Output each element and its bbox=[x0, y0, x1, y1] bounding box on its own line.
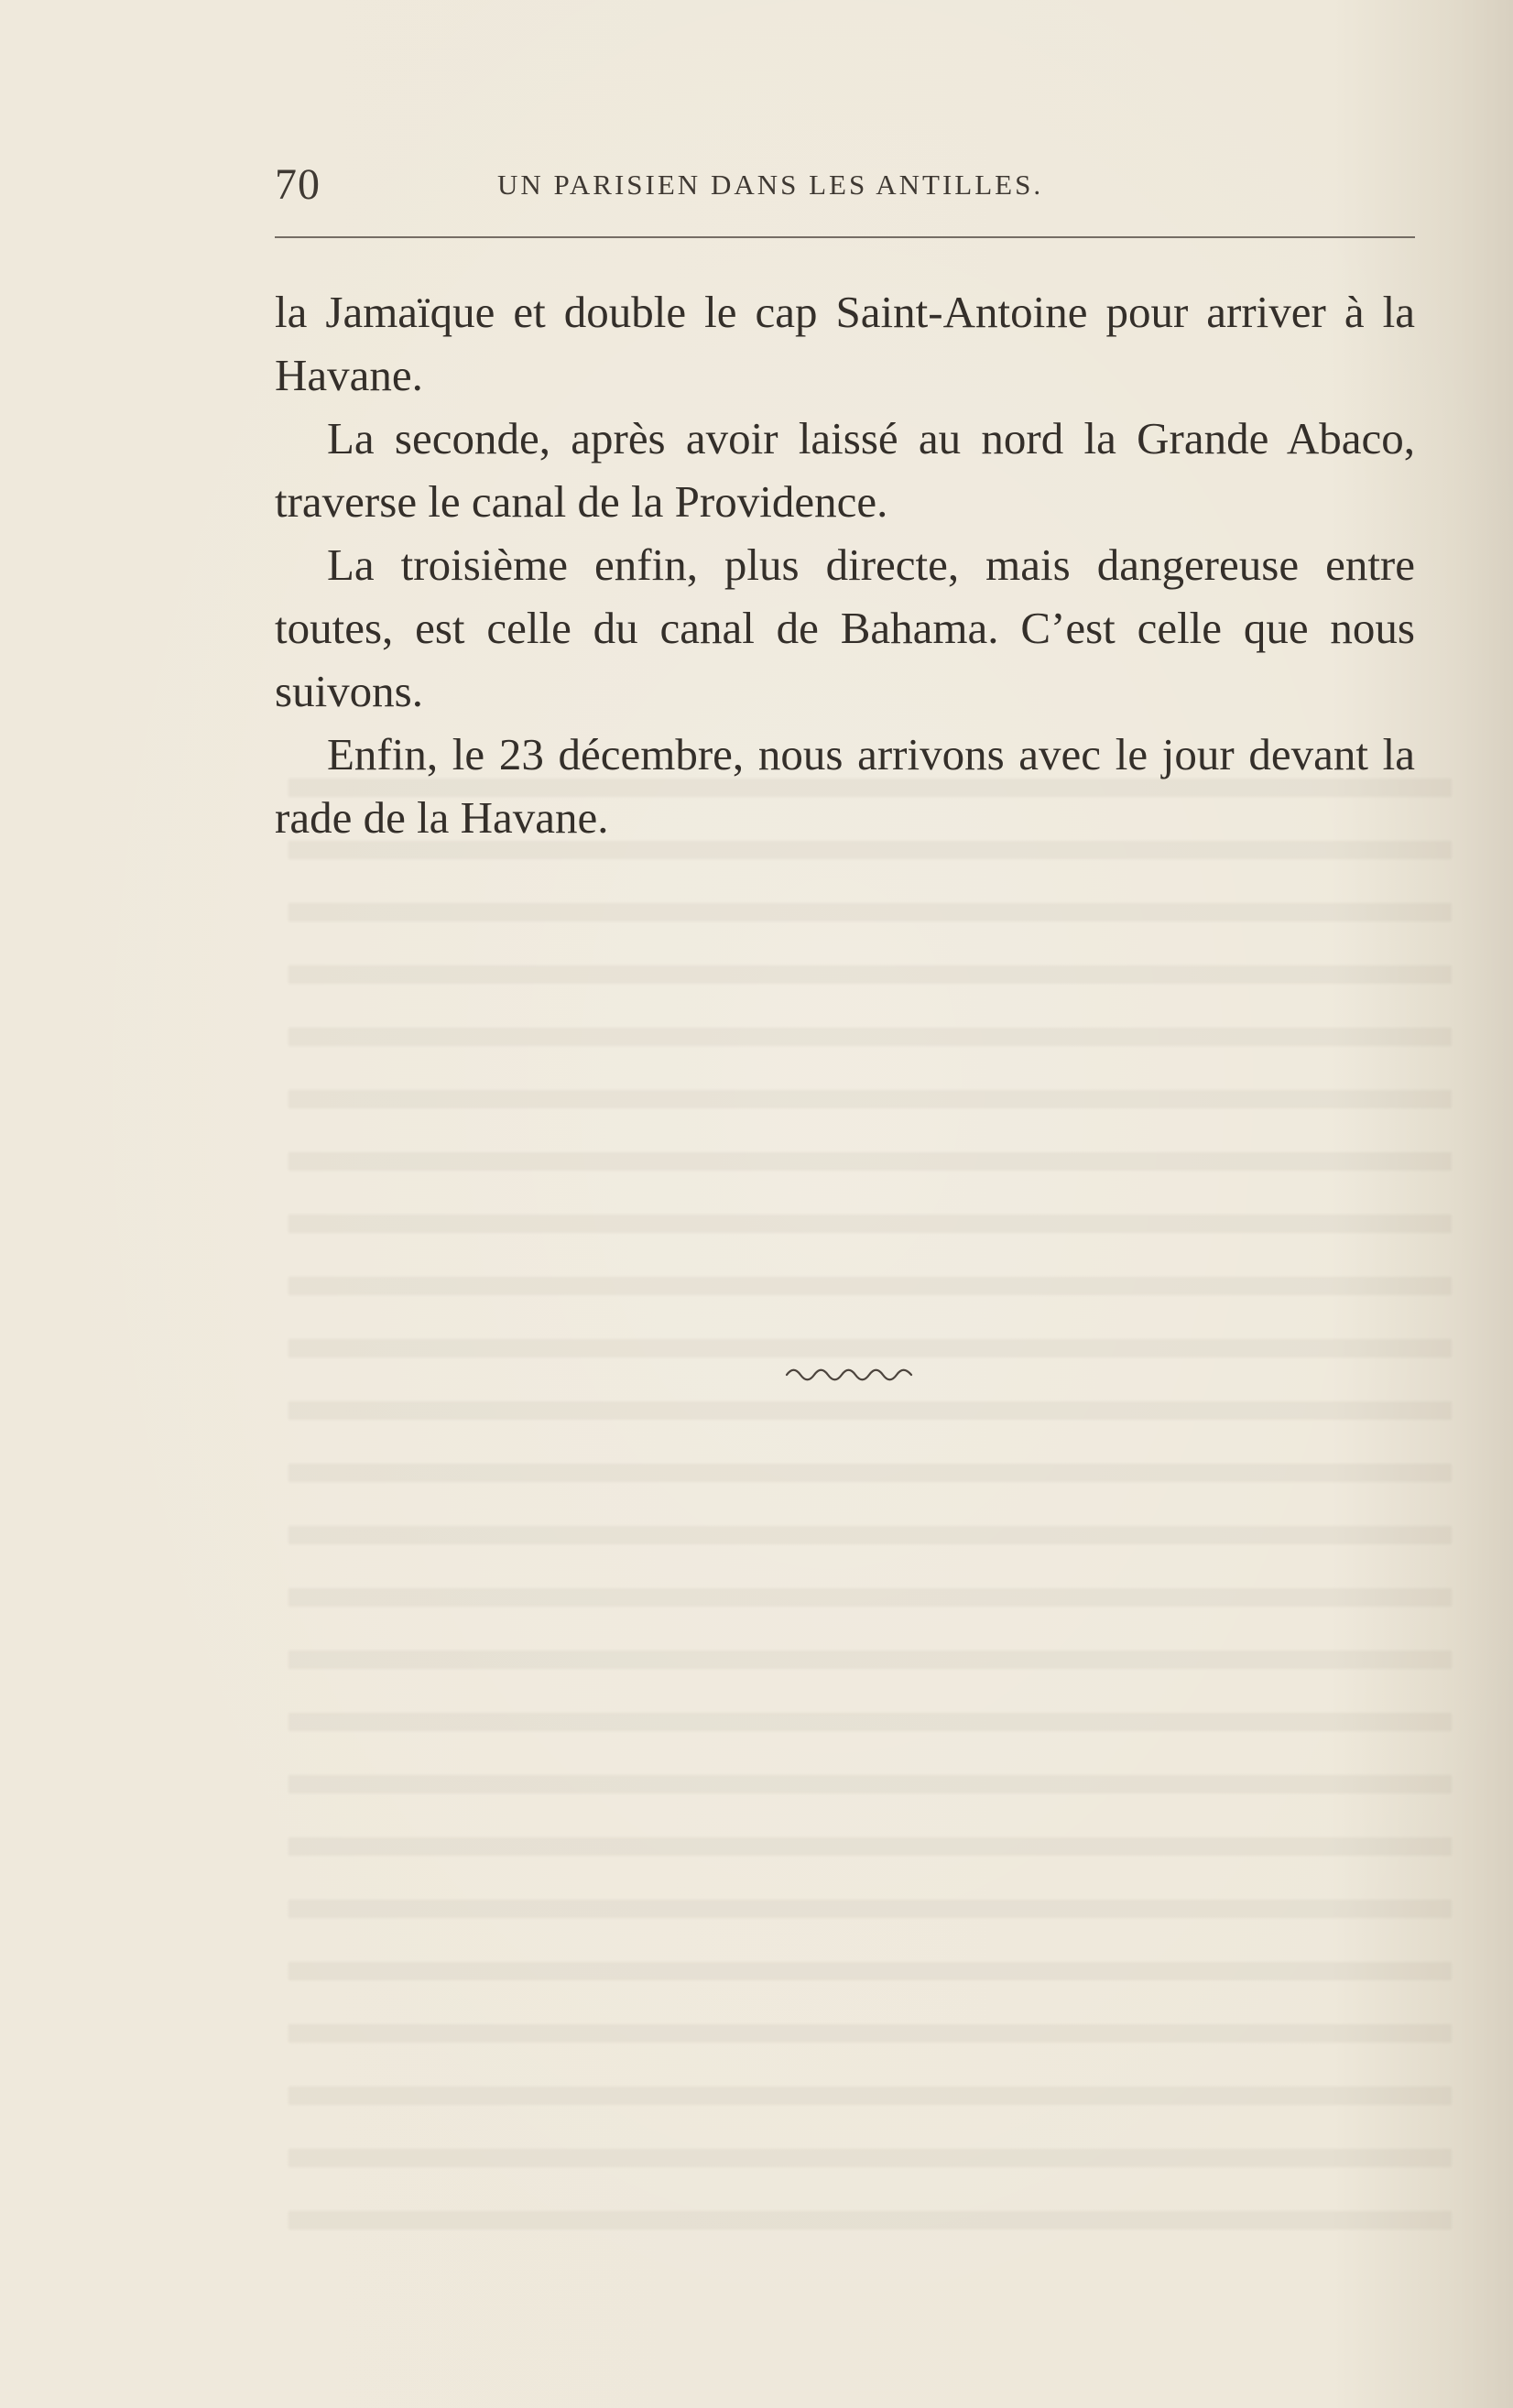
wavy-ornament-icon bbox=[785, 1367, 913, 1383]
header-rule bbox=[275, 236, 1415, 238]
paragraph-4: Enfin, le 23 décembre, nous arrivons avec le jour devant la rade de la Havane. bbox=[275, 729, 1415, 843]
page-number: 70 bbox=[275, 160, 321, 209]
paragraph-3: La troisième enfin, plus directe, mais dangereuse entre toutes, est celle du canal de Bahama. C’est celle que nous suivons. bbox=[275, 539, 1415, 716]
running-title: UN PARISIEN DANS LES ANTILLES. bbox=[497, 169, 1044, 201]
show-through-text bbox=[288, 779, 1452, 2244]
paragraph-2: La seconde, après avoir laissé au nord la Grande Abaco, traverse le canal de la Providence. bbox=[275, 413, 1415, 527]
body-text bbox=[275, 280, 1415, 849]
page-header bbox=[275, 158, 1415, 212]
paragraph-1: la Jamaïque et double le cap Saint-Antoine pour arriver à la Havane. bbox=[275, 287, 1415, 400]
